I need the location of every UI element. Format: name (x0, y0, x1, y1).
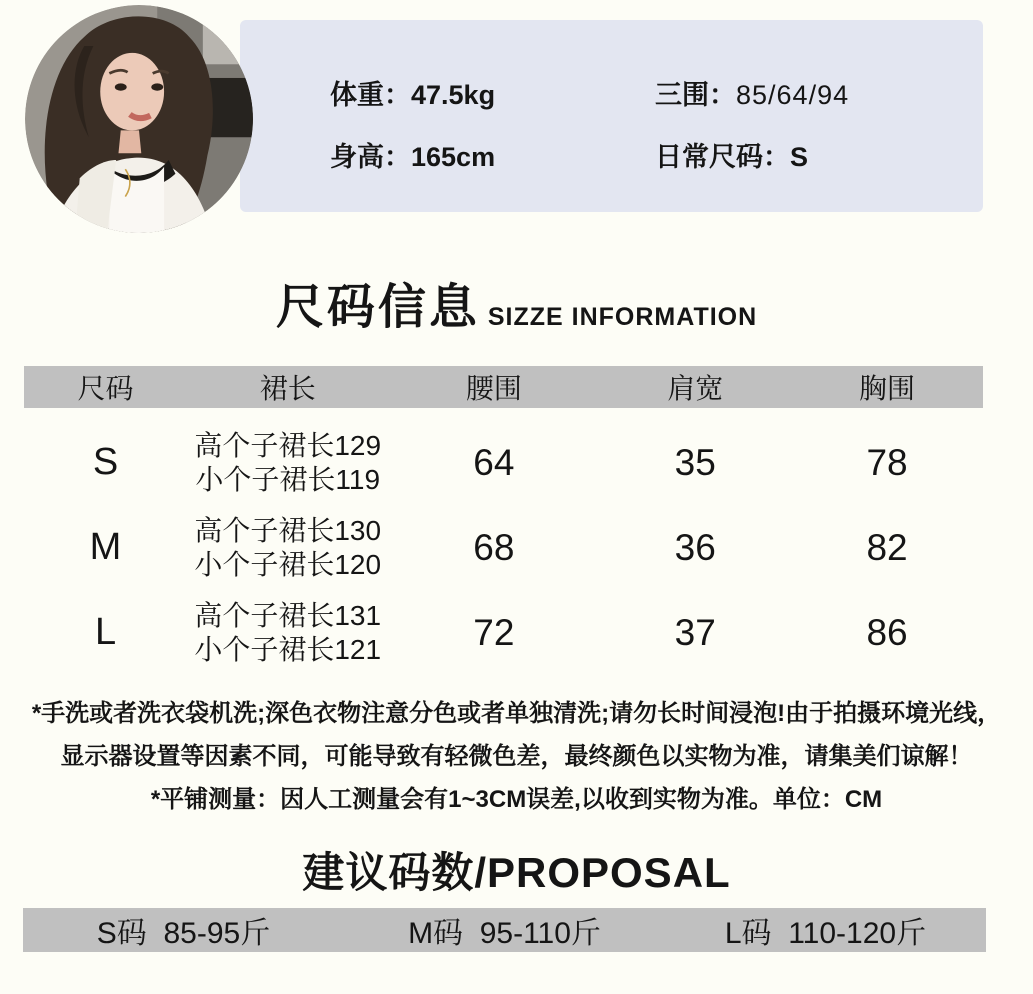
size-info-heading (0, 268, 1033, 337)
height-label: 身高： (330, 142, 411, 172)
proposal-title: 建议码数/PROPOSAL (302, 849, 731, 896)
proposal-bar (23, 908, 986, 952)
length-petite: 小个子裙长119 (195, 463, 381, 495)
length-tall: 高个子裙长129 (194, 430, 382, 462)
column-header-length: 裙长 (259, 373, 316, 404)
measurements-label: 三围： (655, 80, 736, 110)
bust-cell: 86 (866, 611, 908, 653)
bust-cell: 78 (866, 441, 908, 483)
size-info-title: 尺码信息 (275, 281, 480, 334)
length-tall: 高个子裙长131 (194, 600, 382, 632)
height-stat (330, 135, 655, 172)
waist-cell: 72 (473, 611, 515, 653)
column-header-bust: 胸围 (859, 373, 916, 404)
height-value: 165cm (411, 142, 496, 172)
daily-size-stat (655, 135, 973, 172)
weight-label: 体重： (330, 80, 411, 110)
column-header-size: 尺码 (77, 373, 134, 404)
waist-cell: 68 (473, 526, 515, 568)
measurements-stat (655, 73, 973, 110)
weight-value: 47.5kg (411, 80, 496, 110)
size-table-body (24, 420, 983, 675)
proposal-item-l: L码 110-120斤 (724, 917, 927, 950)
length-cell (187, 514, 388, 580)
model-photo (25, 5, 253, 233)
column-header-shoulder: 肩宽 (667, 373, 724, 404)
care-note-line-1: *手洗或者洗衣袋机洗;深色衣物注意分色或者单独清洗;请勿长时间浸泡!由于拍摄环境光线， (31, 700, 1002, 727)
shoulder-cell: 35 (674, 441, 716, 483)
care-notes (0, 692, 1033, 821)
shoulder-cell: 36 (674, 526, 716, 568)
size-table-header (24, 366, 983, 408)
length-tall: 高个子裙长130 (194, 515, 382, 547)
length-petite: 小个子裙长120 (194, 548, 382, 580)
daily-size-value: S (790, 142, 809, 172)
length-cell (187, 599, 388, 665)
size-cell: S (92, 441, 119, 483)
bust-cell: 82 (866, 526, 908, 568)
length-petite: 小个子裙长121 (194, 633, 382, 665)
table-row-s (24, 420, 983, 505)
table-row-l (24, 590, 983, 675)
proposal-item-s: S码 85-95斤 (96, 917, 271, 950)
model-stats-card (240, 20, 983, 212)
model-photo-illustration (25, 5, 253, 233)
waist-cell: 64 (473, 441, 515, 483)
daily-size-label: 日常尺码： (655, 142, 790, 172)
shoulder-cell: 37 (674, 611, 716, 653)
proposal-item-m: M码 95-110斤 (408, 917, 601, 950)
length-cell (187, 429, 388, 495)
column-header-waist: 腰围 (465, 373, 522, 404)
size-cell: M (89, 526, 122, 568)
weight-stat (330, 73, 655, 110)
care-note-line-2: 显示器设置等因素不同，可能导致有轻微色差，最终颜色以实物为准，请集美们谅解！ (60, 743, 973, 770)
size-info-subtitle: SIZZE INFORMATION (487, 303, 758, 331)
care-note-line-3: *平铺测量：因人工测量会有1~3CM误差,以收到实物为准。单位：CM (150, 786, 883, 813)
table-row-m (24, 505, 983, 590)
size-cell: L (94, 611, 117, 653)
measurements-value: 85/64/94 (736, 80, 850, 110)
